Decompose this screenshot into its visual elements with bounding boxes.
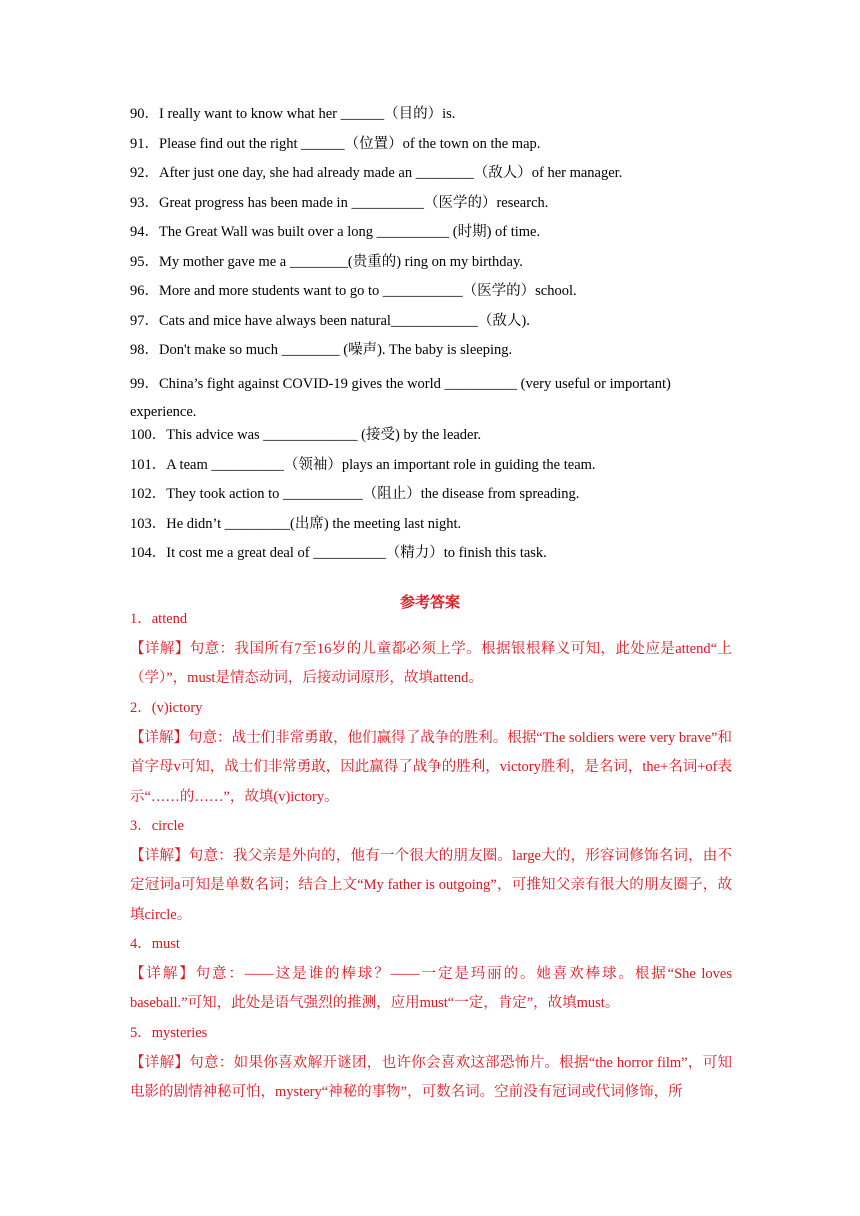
question-99: 99．China’s fight against COVID-19 gives the world __________ (very useful or important) experience. [130,376,671,420]
question-98: 98．Don't make so much ________ (噪声). The baby is sleeping. [130,342,513,358]
answer-label: 1．attend [130,611,188,627]
answer-detail: 【详解】句意：——这是谁的棒球？——一定是玛丽的。她喜欢棒球。根据“She loves baseball.”可知，此处是语气强烈的推测，应用must“一定，肯定”，故填must。 [130,965,732,1011]
answer-5 [130,1019,732,1108]
answers-heading: 参考答案 [399,593,460,611]
question-97: 97．Cats and mice have always been natural____________（敌人). [130,313,530,329]
answer-3 [130,812,732,930]
question-95: 95．My mother gave me a ________(贵重的) ring on my birthday. [130,254,523,270]
answer-label: 3．circle [130,818,184,834]
question-96: 96．More and more students want to go to ___________（医学的）school. [130,283,577,299]
answer-label: 5．mysteries [130,1025,208,1041]
answer-detail: 【详解】句意：如果你喜欢解开谜团，也许你会喜欢这部恐怖片。根据“the horror film”，可知电影的剧情神秘可怕，mystery“神秘的事物”，可数名词。空前没有冠词或代词修饰，所 [130,1054,732,1100]
answer-1 [130,605,732,694]
answer-label: 2．(v)ictory [130,700,203,716]
answer-2 [130,694,732,812]
question-91: 91．Please find out the right ______（位置）of the town on the map. [130,136,541,152]
answer-label: 4．must [130,936,180,952]
question-94: 94．The Great Wall was built over a long __________ (时期) of time. [130,224,541,240]
question-104: 104．It cost me a great deal of __________（精力）to finish this task. [130,545,547,561]
question-102: 102．They took action to ___________（阻止）the disease from spreading. [130,486,580,502]
question-93: 93．Great progress has been made in __________（医学的）research. [130,195,549,211]
answer-detail: 【详解】句意：我父亲是外向的，他有一个很大的朋友圈。large大的，形容词修饰名词，由不定冠词a可知是单数名词；结合上文“My father is outgoing”，可推知父亲有很大的朋友圈子，故填circle。 [130,847,732,923]
question-100: 100．This advice was _____________ (接受) by the leader. [130,427,482,443]
question-90: 90．I really want to know what her ______（目的）is. [130,106,456,122]
question-101: 101．A team __________（领袖）plays an important role in guiding the team. [130,457,596,473]
question-103: 103．He didn’t _________(出席) the meeting last night. [130,516,462,532]
question-92: 92．After just one day, she had already made an ________（敌人）of her manager. [130,165,623,181]
answer-detail: 【详解】句意：战士们非常勇敢，他们赢得了战争的胜利。根据“The soldiers were very brave”和首字母v可知，战士们非常勇敢，因此赢得了战争的胜利，victory胜利，是名词，the+名词+of表示“……的……”，故填(v)ictory。 [130,729,732,805]
answer-detail: 【详解】句意：我国所有7至16岁的儿童都必须上学。根据银根释义可知，此处应是attend“上（学）”，must是情态动词，后接动词原形，故填attend。 [130,640,732,686]
answer-4 [130,930,732,1019]
